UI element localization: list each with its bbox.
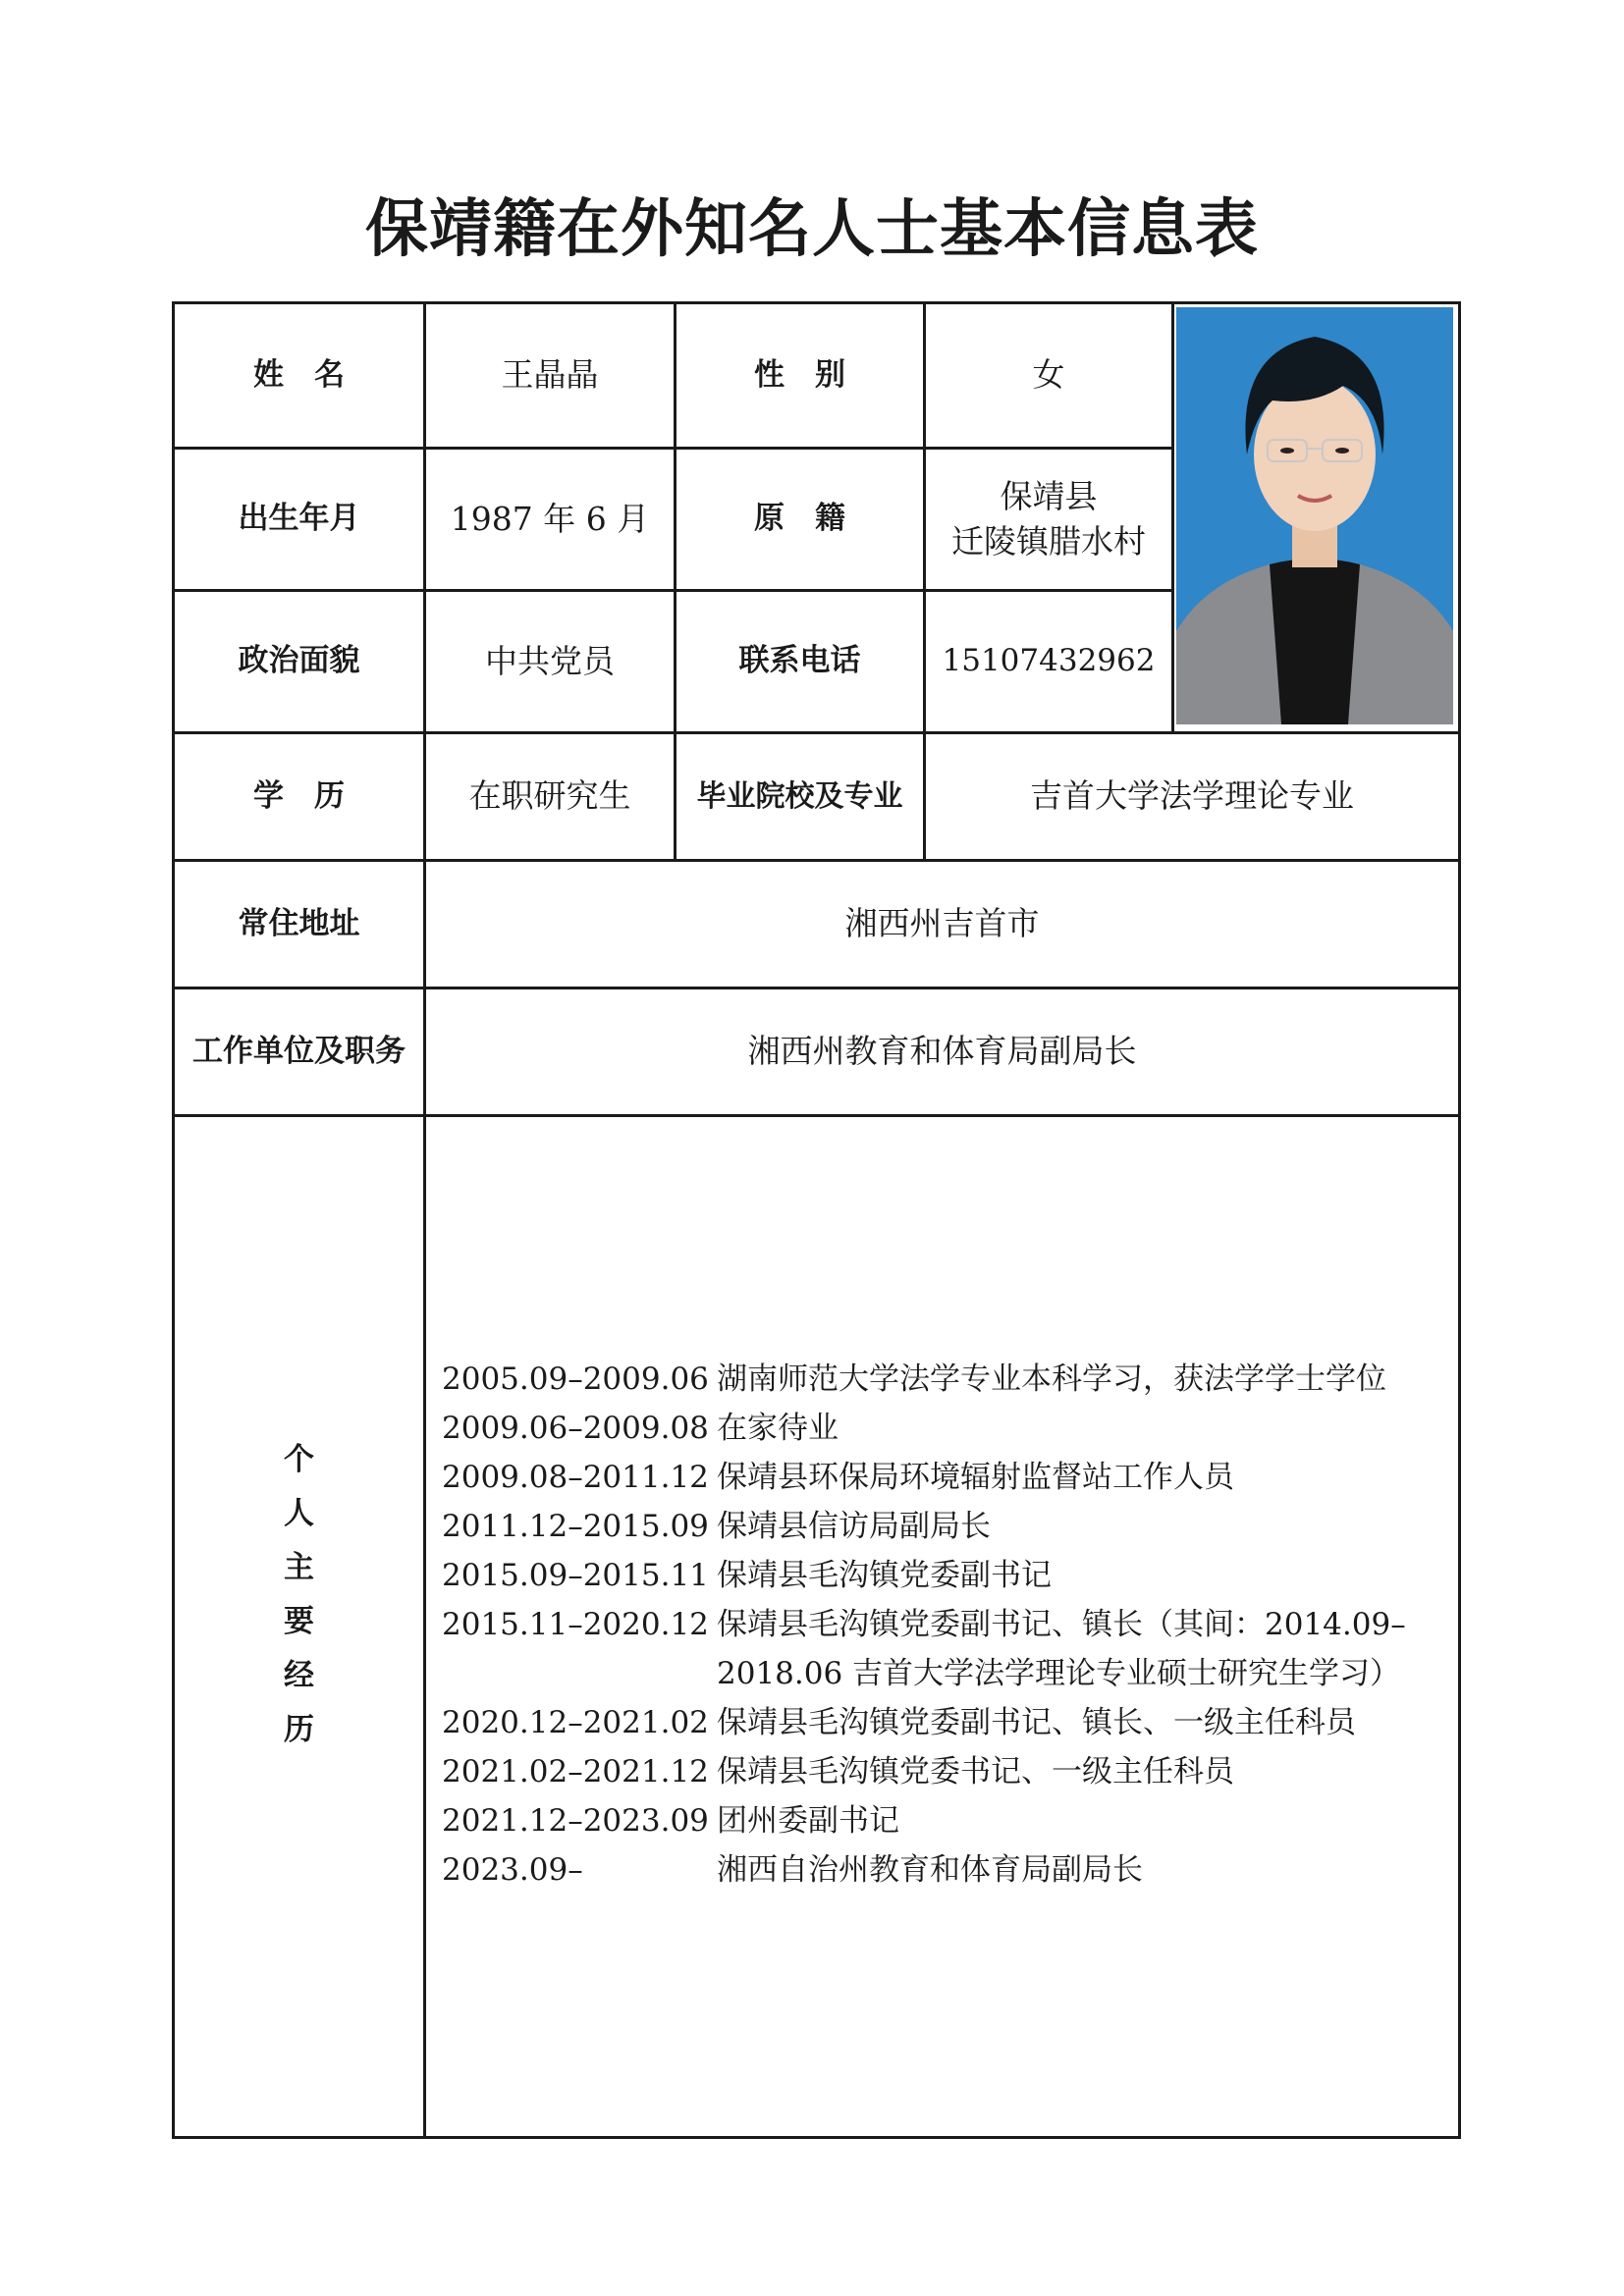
experience-date: 2011.12–2015.09 bbox=[442, 1509, 709, 1544]
education-value: 在职研究生 bbox=[468, 776, 631, 816]
work-value: 湘西州教育和体育局副局长 bbox=[747, 1032, 1137, 1071]
experience-desc: 湖南师范大学法学专业本科学习，获法学学士学位 bbox=[717, 1362, 1386, 1397]
experience-desc: 团州委副书记 bbox=[717, 1803, 899, 1839]
experience-list bbox=[442, 1355, 1443, 1895]
experience-desc: 保靖县毛沟镇党委副书记、镇长（其间：2014.09–2018.06 吉首大学法学理论专业硕士研究生学习） bbox=[717, 1607, 1406, 1691]
photo-inner-top bbox=[1270, 559, 1360, 724]
experience-desc: 湘西自治州教育和体育局副局长 bbox=[717, 1852, 1143, 1888]
work-label: 工作单位及职务 bbox=[192, 1033, 406, 1069]
experience-item bbox=[442, 1404, 1443, 1453]
experience-item bbox=[442, 1453, 1443, 1502]
experience-label-char: 人 bbox=[284, 1496, 314, 1531]
origin-value-line2: 迁陵镇腊水村 bbox=[951, 522, 1146, 561]
address-label: 常住地址 bbox=[238, 905, 360, 941]
address-value: 湘西州吉首市 bbox=[844, 904, 1040, 943]
education-label: 学 历 bbox=[253, 777, 345, 814]
experience-label-char: 主 bbox=[284, 1550, 314, 1585]
gender-label: 性 别 bbox=[754, 356, 845, 393]
experience-date: 2015.11–2020.12 bbox=[442, 1607, 709, 1642]
photo-face bbox=[1254, 378, 1376, 531]
page-title: 保靖籍在外知名人士基本信息表 bbox=[365, 193, 1259, 266]
experience-date: 2009.08–2011.12 bbox=[442, 1460, 709, 1495]
col-divider bbox=[1171, 304, 1174, 734]
experience-item bbox=[442, 1600, 1443, 1698]
experience-label bbox=[175, 1433, 423, 1757]
experience-item bbox=[442, 1502, 1443, 1551]
experience-item bbox=[442, 1796, 1443, 1845]
phone-value: 15107432962 bbox=[942, 643, 1156, 679]
school-value: 吉首大学法学理论专业 bbox=[1030, 776, 1354, 816]
experience-date: 2015.09–2015.11 bbox=[442, 1558, 709, 1593]
origin-label: 原 籍 bbox=[754, 501, 845, 537]
experience-desc: 保靖县环保局环境辐射监督站工作人员 bbox=[717, 1460, 1234, 1495]
experience-date: 2020.12–2021.02 bbox=[442, 1705, 709, 1740]
gender-value: 女 bbox=[1032, 355, 1065, 395]
experience-date: 2005.09–2009.06 bbox=[442, 1362, 709, 1397]
politics-label: 政治面貌 bbox=[238, 643, 360, 679]
experience-item bbox=[442, 1747, 1443, 1796]
origin-value-line1: 保靖县 bbox=[1000, 476, 1098, 515]
experience-date: 2021.02–2021.12 bbox=[442, 1754, 709, 1789]
experience-item bbox=[442, 1698, 1443, 1747]
experience-date: 2023.09– bbox=[442, 1852, 583, 1888]
experience-desc: 保靖县毛沟镇党委书记、一级主任科员 bbox=[717, 1754, 1234, 1789]
experience-item bbox=[442, 1551, 1443, 1600]
experience-label-char: 个 bbox=[284, 1442, 314, 1477]
experience-date: 2021.12–2023.09 bbox=[442, 1803, 709, 1839]
experience-desc: 保靖县信访局副局长 bbox=[717, 1509, 991, 1544]
origin-value bbox=[926, 450, 1171, 589]
row-divider bbox=[175, 1114, 1458, 1117]
school-label: 毕业院校及专业 bbox=[696, 778, 903, 814]
experience-label-char: 要 bbox=[284, 1604, 314, 1639]
politics-value: 中共党员 bbox=[485, 641, 615, 680]
experience-desc: 保靖县毛沟镇党委副书记、镇长、一级主任科员 bbox=[717, 1705, 1356, 1740]
name-label: 姓 名 bbox=[253, 356, 345, 393]
experience-label-char: 历 bbox=[284, 1712, 314, 1747]
birth-label: 出生年月 bbox=[238, 501, 360, 537]
birth-value: 1987 年 6 月 bbox=[450, 499, 650, 538]
experience-item bbox=[442, 1845, 1443, 1895]
phone-label: 联系电话 bbox=[738, 643, 861, 679]
id-photo bbox=[1176, 307, 1453, 724]
experience-date: 2009.06–2009.08 bbox=[442, 1411, 709, 1446]
experience-label-char: 经 bbox=[284, 1658, 314, 1693]
experience-desc: 保靖县毛沟镇党委副书记 bbox=[717, 1558, 1052, 1593]
experience-desc: 在家待业 bbox=[717, 1411, 839, 1446]
name-value: 王晶晶 bbox=[501, 355, 599, 395]
experience-item bbox=[442, 1355, 1443, 1404]
